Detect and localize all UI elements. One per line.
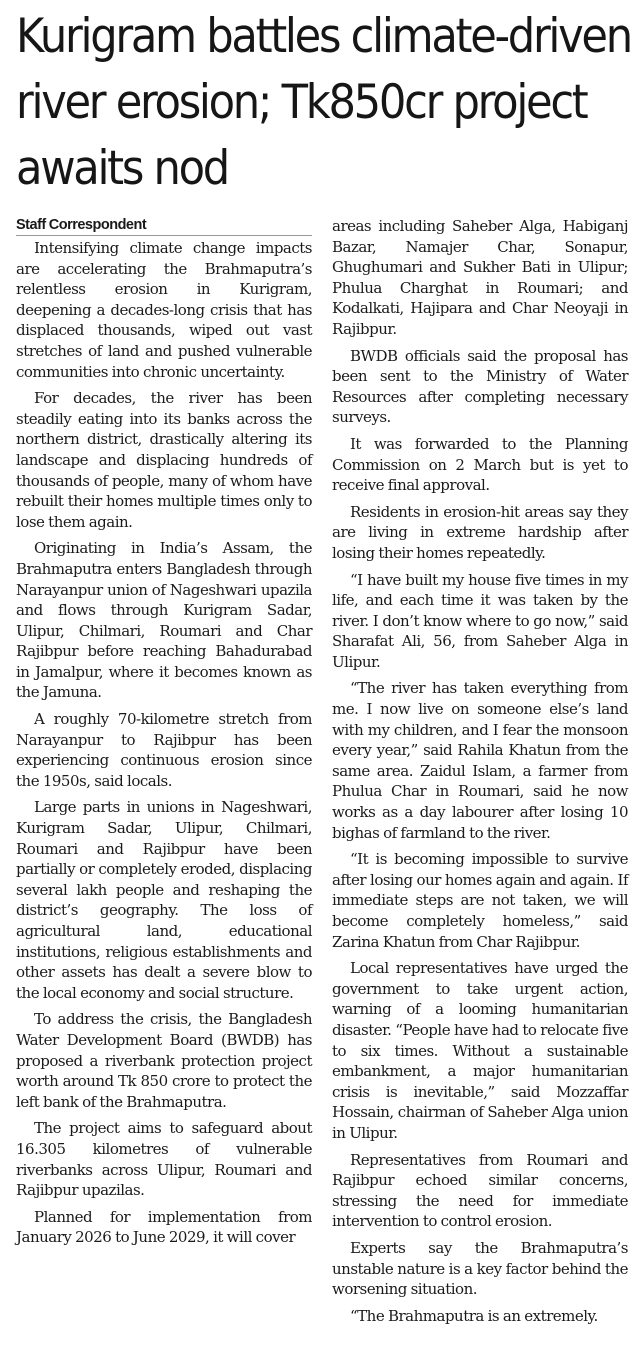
byline: Staff Correspondent (16, 216, 312, 236)
headline: Kurigram battles climate-driven river erosion; Tk850cr project awaits nod (16, 9, 631, 196)
left-column (16, 216, 312, 1332)
article-body (16, 216, 628, 1332)
paragraph: Originating in India’s Assam, the Brahmaputra enters Bangladesh through Narayanpur union of Nageshwari upazila and flows through Kurigram Sadar, Ulipur, Chilmari, Roumari and Char Rajibpur before reaching Bahadurabad in Jamalpur, where it becomes known as the Jamuna. (16, 539, 312, 702)
paragraph: It was forwarded to the Planning Commission on 2 March but is yet to receive final approval. (332, 434, 628, 495)
paragraph: Large parts in unions in Nageshwari, Kurigram Sadar, Ulipur, Chilmari, Roumari and Rajibpur have been partially or completely eroded, displacing several lakh people and reshaping the district’s geography. The loss of agricultural land, educational institutions, religious establishments and other assets has dealt a severe blow to the local economy and social structure. (16, 798, 312, 1002)
paragraph: A roughly 70-kilometre stretch from Narayanpur to Rajibpur has been experiencing continuous erosion since the 1950s, said locals. (16, 710, 312, 790)
paragraph: “The river has taken everything from me. I now live on someone else’s land with my children, and I fear the monsoon every year,” said Rahila Khatun from the same area. Zaidul Islam, a farmer from Phulua Char in Roumari, said he now works as a day labourer after losing 10 bighas of farmland to the river. (332, 679, 628, 842)
paragraph: areas including Saheber Alga, Habiganj Bazar, Namajer Char, Sonapur, Ghughumari and Sukher Bati in Ulipur; Phulua Charghat in Roumari; and Kodalkati, Hajipara and Char Neoyaji in Rajibpur. (332, 217, 628, 338)
paragraph: Local representatives have urged the government to take urgent action, warning of a looming humanitarian disaster. “People have had to relocate five to six times. Without a sustainable embankment, a major humanitarian crisis is inevitable,” said Mozzaffar Hossain, chairman of Saheber Alga union in Ulipur. (332, 959, 628, 1142)
paragraph: Representatives from Roumari and Rajibpur echoed similar concerns, stressing the need for immediate intervention to control erosion. (332, 1150, 628, 1231)
paragraph: Residents in erosion-hit areas say they are living in extreme hardship after losing their homes repeatedly. (332, 502, 628, 562)
right-column (332, 216, 628, 1332)
paragraph: Experts say the Brahmaputra’s unstable nature is a key factor behind the worsening situation. (332, 1238, 628, 1299)
paragraph: The project aims to safeguard about 16.305 kilometres of vulnerable riverbanks across Ulipur, Roumari and Rajibpur upazilas. (16, 1119, 312, 1200)
paragraph: “It is becoming impossible to survive after losing our homes again and again. If immediate steps are not taken, we will become completely homeless,” said Zarina Khatun from Char Rajibpur. (332, 850, 628, 951)
paragraph: BWDB officials said the proposal has been sent to the Ministry of Water Resources after completing necessary surveys. (332, 346, 628, 427)
paragraph: “The Brahmaputra is an extremely. (350, 1306, 598, 1325)
paragraph: Planned for implementation from January 2026 to June 2029, it will cover (16, 1207, 312, 1247)
paragraph: “I have built my house five times in my life, and each time it was taken by the river. I don’t know where to go now,” said Sharafat Ali, 56, from Saheber Alga in Ulipur. (332, 570, 628, 671)
paragraph: Intensifying climate change impacts are accelerating the Brahmaputra’s relentless erosion in Kurigram, deepening a decades-long crisis that has displaced thousands, wiped out vast stretches of land and pushed vulnerable communities into chronic uncertainty. (16, 239, 312, 381)
paragraph: For decades, the river has been steadily eating into its banks across the northern district, drastically altering its landscape and displacing hundreds of thousands of people, many of whom have rebuilt their homes multiple times only to lose them again. (16, 389, 312, 531)
paragraph: To address the crisis, the Bangladesh Water Development Board (BWDB) has proposed a riverbank protection project worth around Tk 850 crore to protect the left bank of the Brahmaputra. (16, 1010, 312, 1111)
